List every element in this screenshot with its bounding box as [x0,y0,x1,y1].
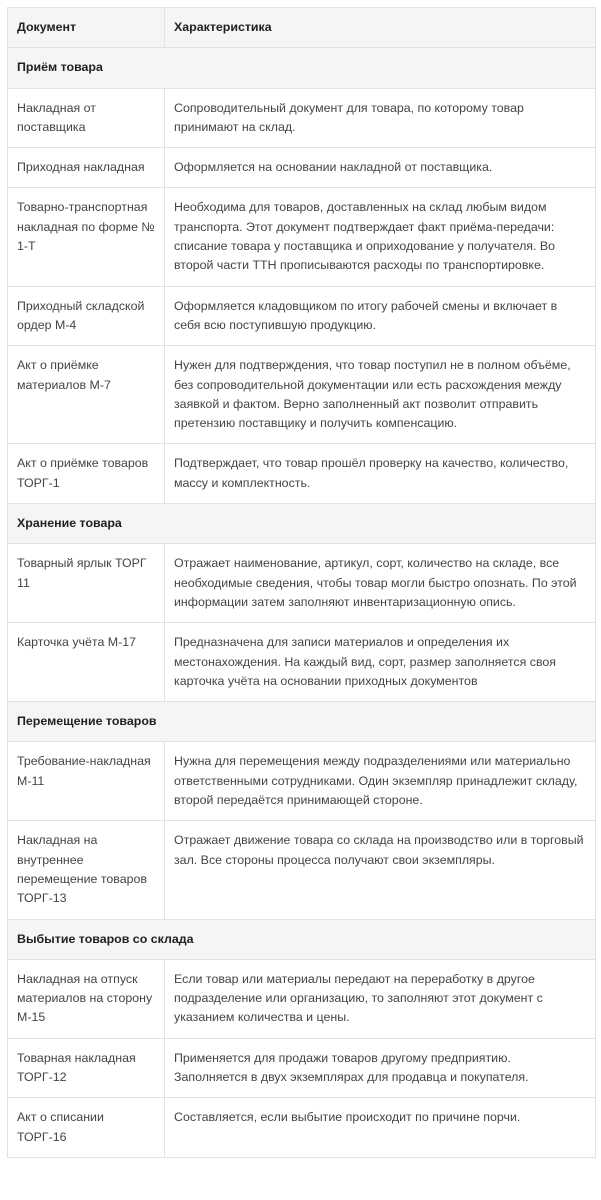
document-description-cell: Если товар или материалы передают на переработку в другое подразделение или организацию, то заполняют этот документ с указанием количества и цены. [165,959,596,1038]
table-row [8,1038,596,1098]
section-title: Перемещение товаров [8,702,596,742]
document-name-cell: Товарно-транспортная накладная по форме № 1-Т [8,188,165,286]
document-description-cell: Оформляется кладовщиком по итогу рабочей смены и включает в себя всю поступившую продукцию. [165,286,596,346]
section-row [8,504,596,544]
column-header-document: Документ [8,8,165,48]
document-name-cell: Акт о списании ТОРГ-16 [8,1098,165,1158]
document-description-cell: Отражает движение товара со склада на производство или в торговый зал. Все стороны процесса получают свои экземпляры. [165,821,596,919]
table-row [8,959,596,1038]
document-name-cell: Товарная накладная ТОРГ-12 [8,1038,165,1098]
section-row [8,919,596,959]
document-name-cell: Товарный ярлык ТОРГ 11 [8,544,165,623]
section-row [8,702,596,742]
table-header-row [8,8,596,48]
document-description-cell: Подтверждает, что товар прошёл проверку на качество, количество, массу и комплектность. [165,444,596,504]
document-name-cell: Накладная на отпуск материалов на сторону М-15 [8,959,165,1038]
document-name-cell: Приходный складской ордер М-4 [8,286,165,346]
table-row [8,1098,596,1158]
table-row [8,88,596,148]
document-description-cell: Сопроводительный документ для товара, по которому товар принимают на склад. [165,88,596,148]
table-row [8,623,596,702]
document-name-cell: Накладная от поставщика [8,88,165,148]
table-row [8,286,596,346]
document-name-cell: Карточка учёта М-17 [8,623,165,702]
table-row [8,148,596,188]
document-description-cell: Составляется, если выбытие происходит по причине порчи. [165,1098,596,1158]
document-name-cell: Требование-накладная М-11 [8,742,165,821]
document-description-cell: Нужна для перемещения между подразделениями или материально ответственными сотрудниками. Один экземпляр принадлежит складу, второй передаётся принимающей стороне. [165,742,596,821]
document-name-cell: Акт о приёмке материалов М-7 [8,346,165,444]
document-name-cell: Накладная на внутреннее перемещение товаров ТОРГ-13 [8,821,165,919]
table-row [8,188,596,286]
table-row [8,742,596,821]
document-description-cell: Нужен для подтверждения, что товар поступил не в полном объёме, без сопроводительной документации или есть расхождения между заявкой и фактом. Верно заполненный акт позволит отправить претензию поставщику и получить компенсацию. [165,346,596,444]
section-title: Хранение товара [8,504,596,544]
document-description-cell: Отражает наименование, артикул, сорт, количество на складе, все необходимые сведения, чтобы товар могли быстро опознать. По этой информации затем заполняют инвентаризационную опись. [165,544,596,623]
table-row [8,346,596,444]
column-header-characteristic: Характеристика [165,8,596,48]
document-name-cell: Приходная накладная [8,148,165,188]
document-name-cell: Акт о приёмке товаров ТОРГ-1 [8,444,165,504]
table-row [8,821,596,919]
section-row [8,48,596,88]
section-title: Приём товара [8,48,596,88]
table-body [8,8,596,1158]
table-row [8,444,596,504]
document-description-cell: Оформляется на основании накладной от поставщика. [165,148,596,188]
table-row [8,544,596,623]
section-title: Выбытие товаров со склада [8,919,596,959]
document-description-cell: Необходима для товаров, доставленных на склад любым видом транспорта. Этот документ подтверждает факт приёма-передачи: списание товара у поставщика и оприходование у получателя. Во второй части ТТН прописываются расходы по транспортировке. [165,188,596,286]
document-description-cell: Предназначена для записи материалов и определения их местонахождения. На каждый вид, сорт, размер заполняется своя карточка учёта на основании приходных документов [165,623,596,702]
documents-table [7,7,596,1158]
document-description-cell: Применяется для продажи товаров другому предприятию. Заполняется в двух экземплярах для продавца и покупателя. [165,1038,596,1098]
